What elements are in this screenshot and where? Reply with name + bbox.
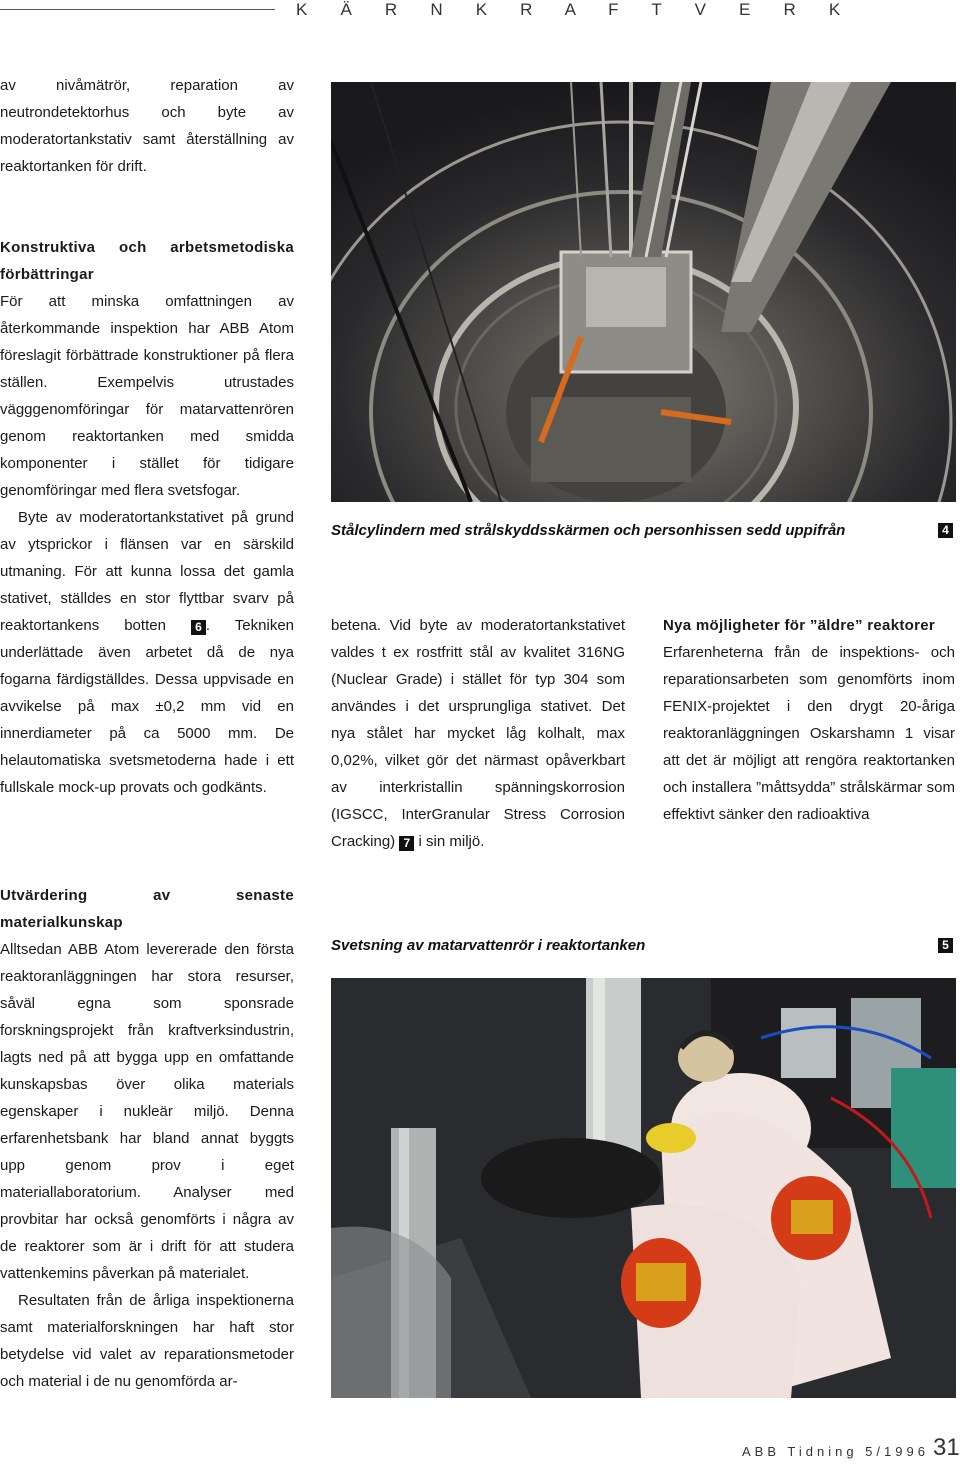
paragraph-new-steel-a: betena. Vid byte av moderatortankstativet valdes t ex rostfritt stål av kvalitet 316NG (Nuclear Grade) i stället för typ 304 som användes i det ursprungliga stativet. Det nya stålet har mycket låg kolhalt, max 0,02%, vilket gör det närmast opåverkbart av interkristallin spänningskorrosion (IGSCC, InterGranular Stress Corrosion Cracking)	[331, 617, 625, 850]
figure-4-number: 4	[938, 523, 953, 538]
reactor-shaft-illustration	[331, 82, 956, 502]
page-number: 31	[933, 1434, 960, 1461]
paragraph-moderator-stand-a: Byte av moderatortankstativet på grund av ytsprickor i flänsen var en särskild utmaning. För att kunna lossa det gamla stativet, ställdes en stor flyttbar svarv på reaktortankens botten	[0, 509, 294, 634]
paragraph-new-steel	[331, 612, 625, 855]
figure-5-caption: Svetsning av matarvattenrör i reaktortanken	[331, 937, 646, 954]
footer-publication: ABB Tidning 5/1996	[742, 1444, 929, 1459]
heading-constructive-improvements: Konstruktiva och arbetsmetodiska förbättringar	[0, 239, 294, 283]
intro-paragraph: av nivåmätrör, reparation av neutrondetektorhus och byte av moderatortankstativ samt återställning av reaktortanken för drift.	[0, 77, 294, 175]
column-3	[663, 612, 955, 828]
column-1-intro	[0, 72, 294, 180]
paragraph-new-steel-b: i sin miljö.	[414, 833, 485, 850]
section-header: K Ä R N K R A F T V E R K	[296, 0, 855, 19]
paragraph-moderator-stand	[0, 504, 294, 801]
header-rule	[0, 9, 275, 10]
figure-ref-7: 7	[399, 836, 414, 851]
heading-new-possibilities: Nya möjligheter för ”äldre” reaktorer	[663, 617, 936, 634]
paragraph-results: Resultaten från de årliga inspektionerna samt materialforskningen har haft stor betydelse vid valet av reparationsmetoder och material i de nu genomförda ar-	[0, 1292, 294, 1390]
paragraph-experiences: Erfarenheterna från de inspektions- och reparationsarbeten som genomförts inom FENIX-projektet i den drygt 20-åriga reaktoranläggningen Oskarshamn 1 visar att det är möjligt att rengöra reaktortanken och installera ”måttsydda” strålskärmar som effektivt sänker den radioaktiva	[663, 644, 955, 823]
column-1-section-1	[0, 234, 294, 801]
column-1-section-2	[0, 882, 294, 1395]
paragraph-material-knowledge: Alltsedan ABB Atom levererade den första reaktoranläggningen har stora resurser, såväl egna som sponsrade forskningsprojekt från kraftverksindustrin, lagts ned på att bygga upp en omfattande kunskapsbas över olika materials egenskaper i nukleär miljö. Denna erfarenhetsbank har bland annat byggts upp genom prov i eget materiallaboratorium. Analyser med provbitar har också genomförts i några av de reaktorer som är i drift för att studera vattenkemins påverkan på materialet.	[0, 941, 294, 1282]
figure-ref-6: 6	[191, 620, 206, 635]
column-2	[331, 612, 625, 855]
paragraph-moderator-stand-b: . Tekniken underlättade även arbetet då de nya fogarna färdigställdes. Dessa uppvisade en avvikelse på max ±0,2 mm vid en innerdiameter på ca 5000 mm. De helautomatiska svetsmetoderna hade i ett fullskale mock-up provats och godkänts.	[0, 617, 295, 796]
figure-5-number: 5	[938, 938, 953, 953]
photo-welding-feedwater-pipes	[331, 978, 956, 1398]
paragraph-improvements: För att minska omfattningen av återkommande inspektion har ABB Atom föreslagit förbättrade konstruktioner på flera ställen. Exempelvis utrustades vägggenomföringar för matarvattenrören genom reaktortanken med smidda komponenter i stället för tidigare genomföringar med flera svetsfogar.	[0, 293, 294, 499]
photo-steel-cylinder-from-above	[331, 82, 956, 502]
figure-4-caption: Stålcylindern med strålskyddsskärmen och personhissen sedd uppifrån	[331, 522, 846, 539]
welding-scene-illustration	[331, 978, 956, 1398]
heading-material-evaluation: Utvärdering av senaste materialkunskap	[0, 887, 294, 931]
